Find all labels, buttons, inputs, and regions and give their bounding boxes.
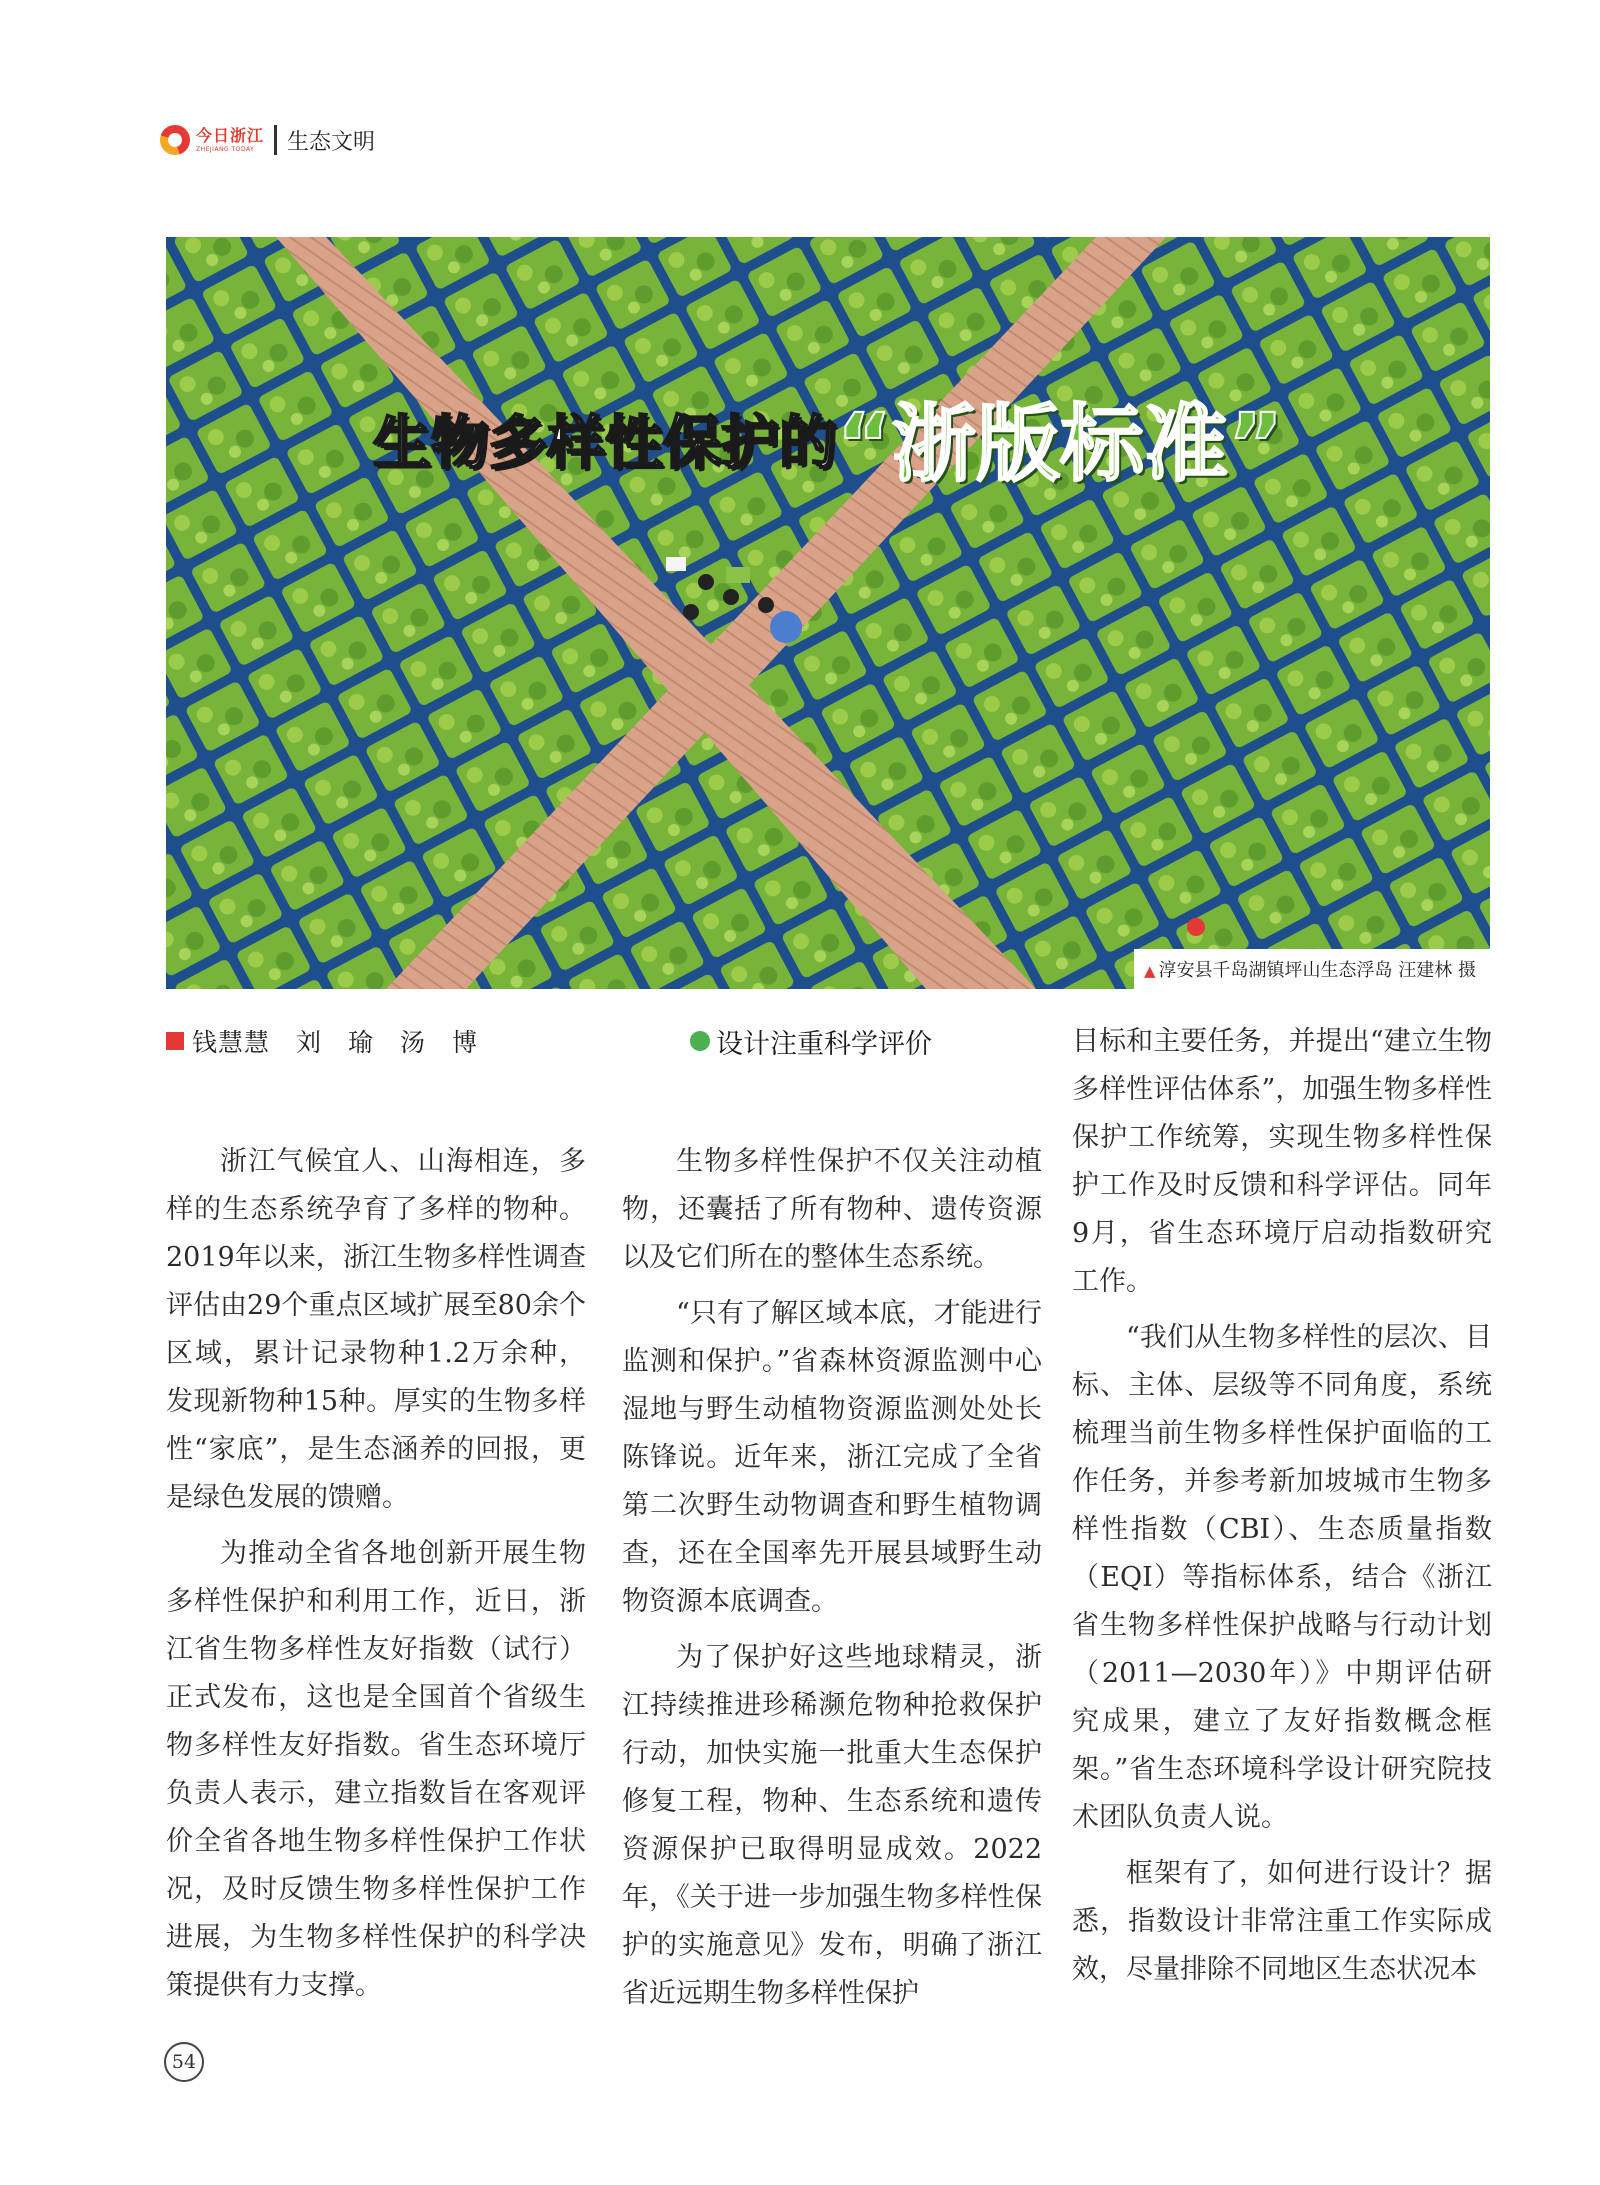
logo-text-en: ZHEJIANG TODAY: [196, 145, 255, 153]
paragraph: 浙江气候宜人、山海相连，多样的生态系统孕育了多样的物种。2019年以来，浙江生物多样性调查评估由29个重点区域扩展至80余个区域，累计记录物种1.2万余种，发现新物种15种。厚实的生物多样性“家底”，是生态涵养的回报，更是绿色发展的馈赠。: [166, 1146, 586, 1513]
green-dot-icon: [690, 1031, 710, 1051]
paragraph: 为推动全省各地创新开展生物多样性保护和利用工作，近日，浙江省生物多样性友好指数（试行）正式发布，这也是全国首个省级生物多样性友好指数。省生态环境厅负责人表示，建立指数旨在客观评价全省各地生物多样性保护工作状况，及时反馈生物多样性保护工作进展，为生物多样性保护的科学决策提供有力支撑。: [166, 1538, 586, 2001]
column-2: [622, 1012, 1042, 2026]
paragraph: “只有了解区域本底，才能进行监测和保护。”省森林资源监测中心湿地与野生动植物资源监测处处长陈锋说。近年来，浙江完成了全省第二次野生动物调查和野生植物调查，还在全国率先开展县域野生动物资源本底调查。: [622, 1298, 1042, 1617]
header-divider: [274, 125, 277, 155]
subhead-text: 设计注重科学评价: [716, 1028, 932, 1060]
caption-text: 淳安县千岛湖镇坪山生态浮岛 汪建林 摄: [1158, 960, 1476, 981]
triangle-up-icon: ▲: [1144, 962, 1156, 980]
headline-main: 生物多样性保护的: [372, 408, 837, 477]
photo-caption: [1134, 949, 1490, 989]
paragraph: 为了保护好这些地球精灵，浙江持续推进珍稀濒危物种抢救保护行动，加快实施一批重大生态保护修复工程，物种、生态系统和遗传资源保护已取得明显成效。2022年，《关于进一步加强生物多样性保护的实施意见》发布，明确了浙江省近远期生物多样性保护: [622, 1642, 1042, 2009]
headline-accent: “浙版标准”: [836, 395, 1284, 493]
logo-icon: [160, 125, 190, 155]
section-name: 生态文明: [287, 129, 376, 155]
byline: [166, 1012, 586, 1070]
section-subhead: [622, 1012, 1042, 1070]
paragraph: “我们从生物多样性的层次、目标、主体、层级等不同角度，系统梳理当前生物多样性保护面临的工作任务，并参考新加坡城市生物多样性指数（CBI）、生态质量指数（EQI）等指标体系，结合《浙江省生物多样性保护战略与行动计划（2011—2030年）》中期评估研究成果，建立了友好指数概念框架。”省生态环境科学设计研究院技术团队负责人说。: [1072, 1322, 1492, 1833]
author-names: 钱慧慧 刘 瑜 汤 博: [192, 1028, 479, 1057]
column-3: [1072, 1018, 1492, 2002]
paragraph: 目标和主要任务，并提出“建立生物多样性评估体系”，加强生物多样性保护工作统筹，实现生物多样性保护工作及时反馈和科学评估。同年9月，省生态环境厅启动指数研究工作。: [1072, 1026, 1492, 1297]
lead-photo: [166, 237, 1490, 989]
header: [160, 120, 375, 160]
paragraph: 生物多样性保护不仅关注动植物，还囊括了所有物种、遗传资源以及它们所在的整体生态系统。: [622, 1146, 1042, 1273]
magazine-logo: [160, 125, 264, 155]
logo-text-cn: 今日浙江: [196, 125, 265, 145]
page-number: 54: [164, 2042, 204, 2082]
paragraph: 框架有了，如何进行设计？据悉，指数设计非常注重工作实际成效，尽量排除不同地区生态状况本: [1072, 1858, 1492, 1985]
red-square-icon: [166, 1032, 184, 1050]
floating-island-illustration: [166, 237, 1490, 989]
column-1: [166, 1012, 586, 2018]
article-headline: [166, 377, 1490, 498]
